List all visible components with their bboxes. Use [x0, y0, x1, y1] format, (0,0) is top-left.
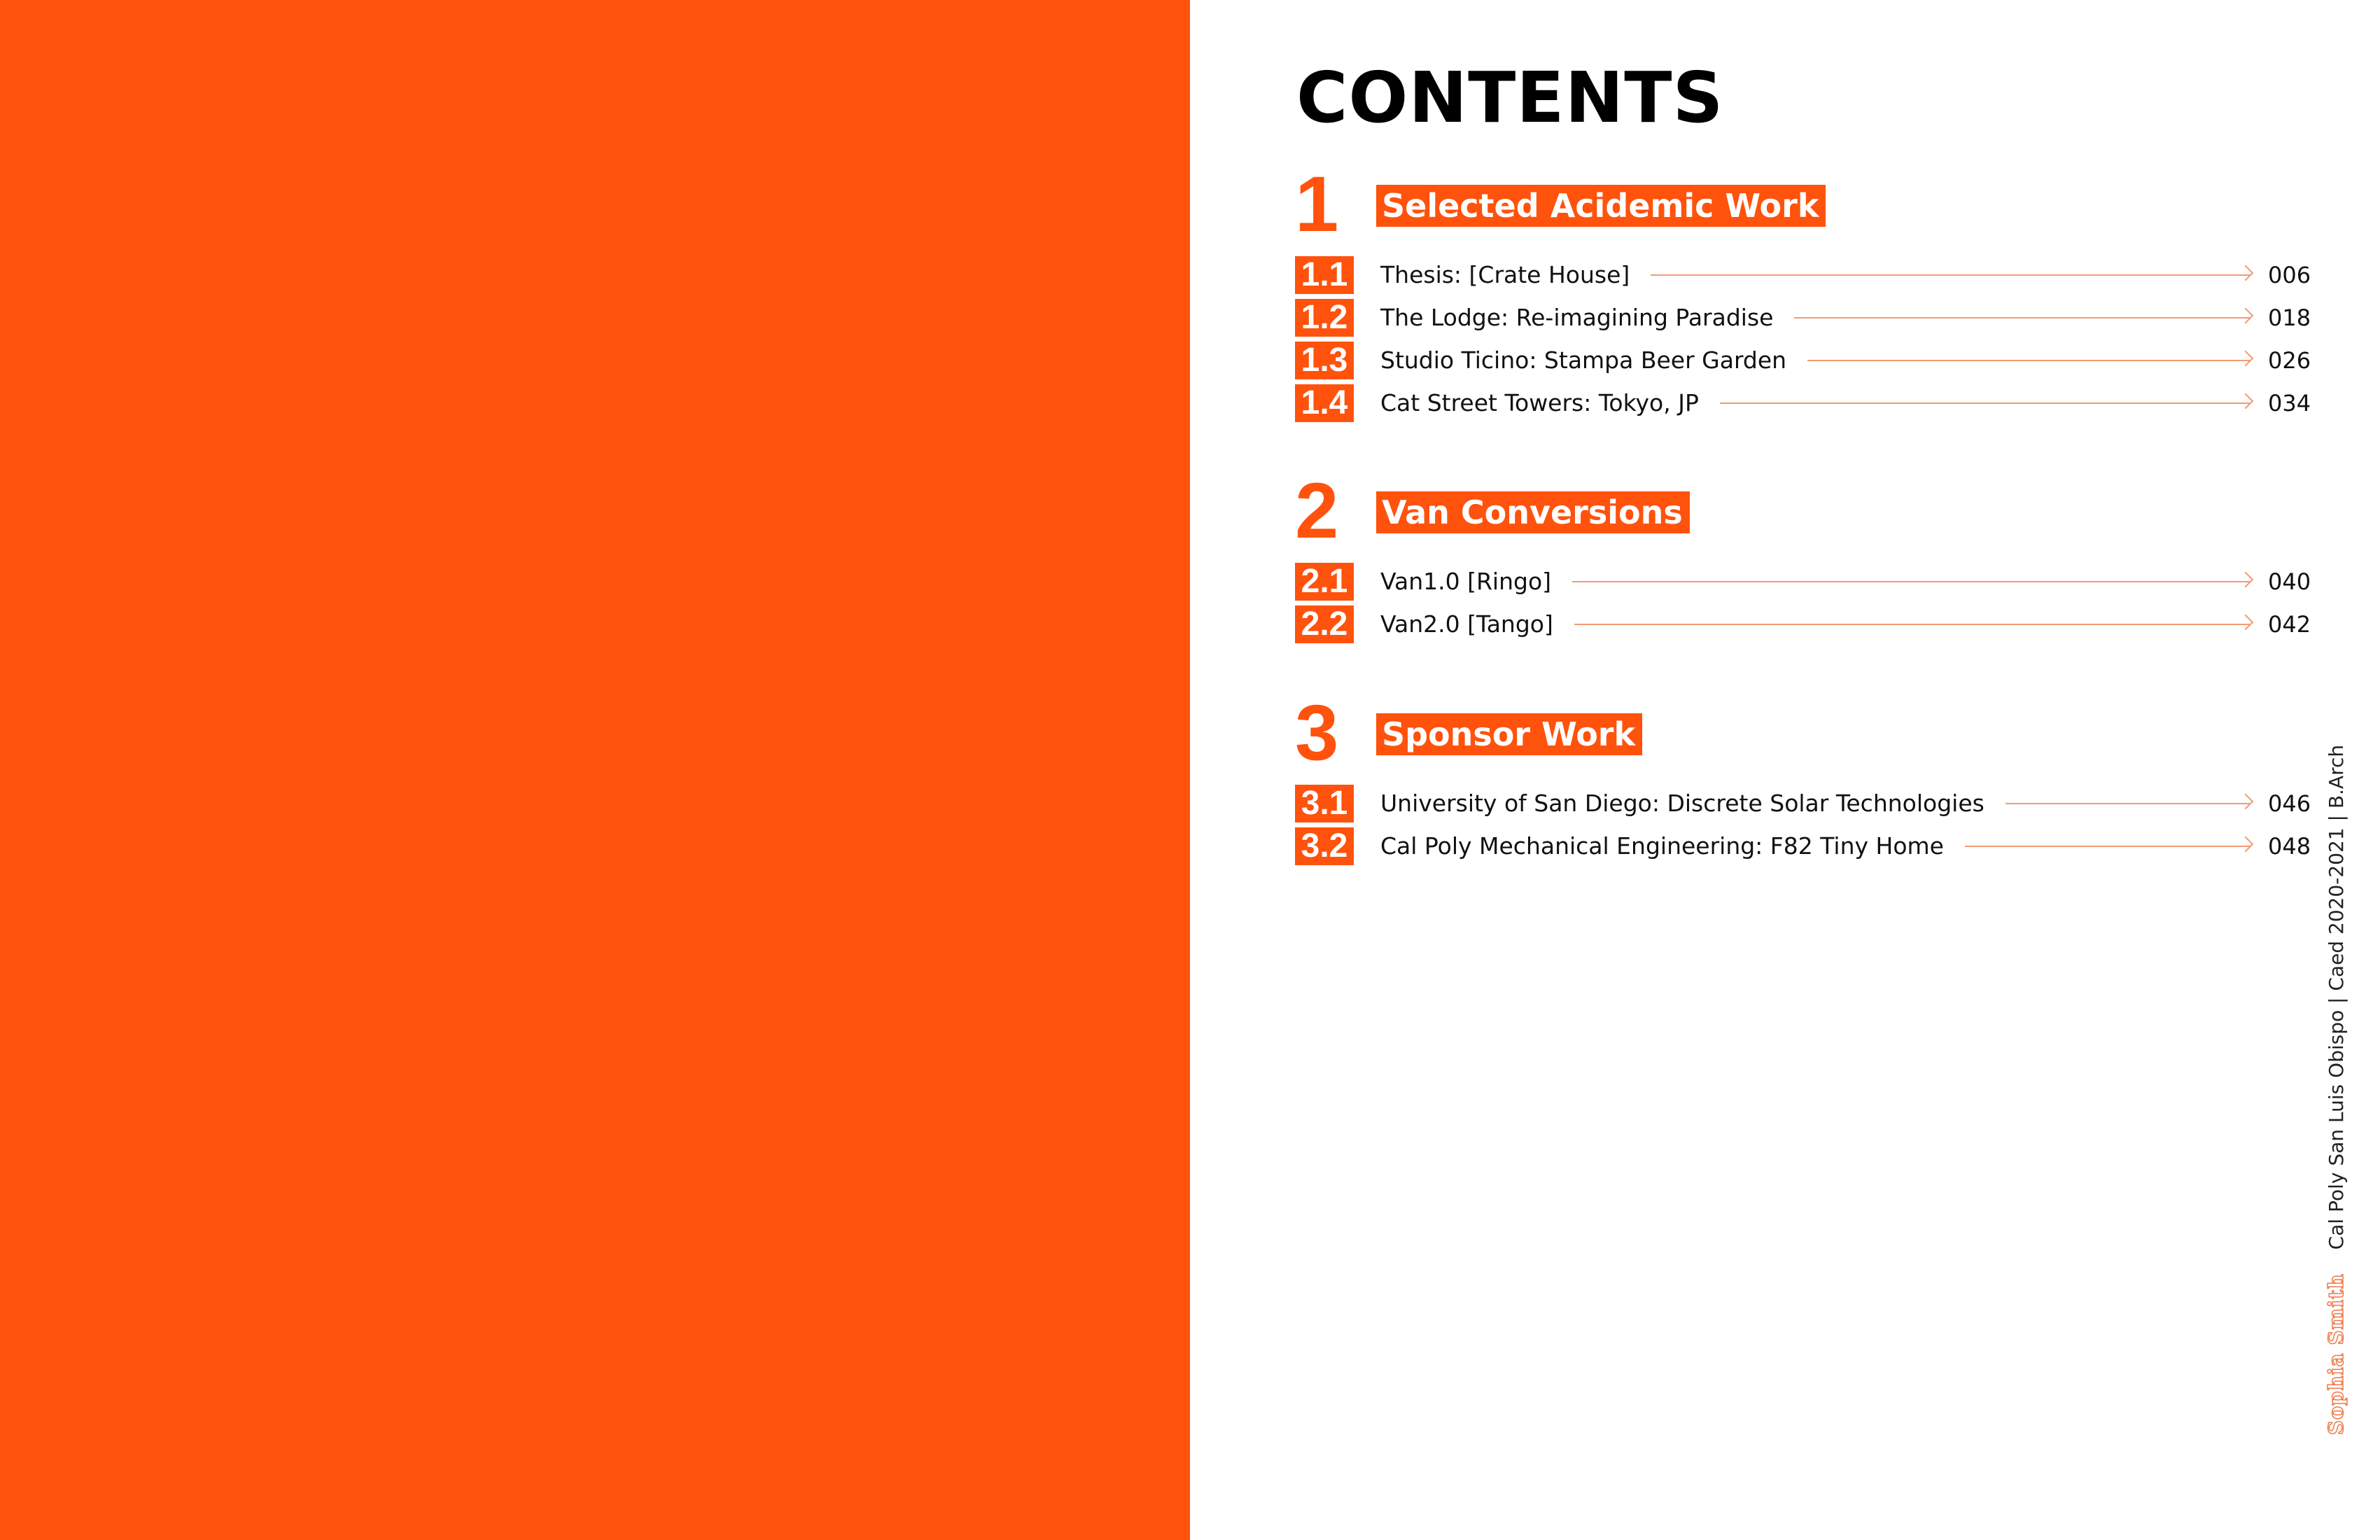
section-title: Sponsor Work [1376, 713, 1642, 755]
entry-label: Studio Ticino: Stampa Beer Garden [1380, 342, 1807, 379]
side-label-text [2314, 745, 2358, 1435]
toc-entry[interactable] [1295, 342, 2310, 379]
arrow-icon [2238, 351, 2254, 367]
toc-entry[interactable] [1295, 563, 2310, 601]
entry-number: 3.1 [1295, 785, 1354, 822]
toc-entry[interactable] [1295, 827, 2310, 865]
entry-page: 018 [2268, 304, 2311, 331]
entry-number: 2.1 [1295, 563, 1354, 601]
section-number: 1 [1295, 160, 1339, 248]
arrow-icon [2238, 836, 2254, 853]
toc-entry[interactable] [1295, 384, 2310, 422]
entry-label: Cat Street Towers: Tokyo, JP [1380, 384, 1720, 422]
author-signature: Sophia Smith [2324, 1273, 2348, 1435]
entry-page: 046 [2268, 790, 2311, 817]
entry-label: The Lodge: Re-imagining Paradise [1380, 299, 1794, 337]
entry-label: Van2.0 [Tango] [1380, 606, 1574, 643]
arrow-icon [2238, 615, 2254, 631]
entry-label: Van1.0 [Ringo] [1380, 563, 1572, 601]
section-1 [1295, 160, 2311, 445]
arrow-icon [2238, 794, 2254, 810]
entry-number: 1.3 [1295, 342, 1354, 379]
toc-entry[interactable] [1295, 256, 2310, 294]
entry-number: 1.1 [1295, 256, 1354, 294]
arrow-icon [2238, 393, 2254, 410]
toc-entry[interactable] [1295, 299, 2310, 337]
entry-label: Thesis: [Crate House] [1380, 256, 1651, 294]
arrow-icon [2238, 572, 2254, 588]
page-title: CONTENTS [1296, 57, 1724, 139]
entry-number: 1.2 [1295, 299, 1354, 337]
entry-page: 026 [2268, 347, 2311, 374]
section-number: 2 [1295, 467, 1339, 554]
entry-page: 040 [2268, 568, 2311, 595]
section-title: Selected Acidemic Work [1376, 185, 1826, 227]
arrow-icon [2238, 308, 2254, 324]
arrow-icon [2238, 265, 2254, 281]
toc-entry[interactable] [1295, 606, 2310, 643]
credits-line: Cal Poly San Luis Obispo | Caed 2020-2021 | B.Arch [2325, 744, 2348, 1250]
section-2 [1295, 467, 2311, 668]
entry-label: Cal Poly Mechanical Engineering: F82 Tiny Home [1380, 827, 1965, 865]
entry-label: University of San Diego: Discrete Solar Technologies [1380, 785, 2005, 822]
entry-number: 3.2 [1295, 827, 1354, 865]
section-title: Van Conversions [1376, 491, 1690, 533]
entry-number: 1.4 [1295, 384, 1354, 422]
entry-page: 048 [2268, 833, 2311, 860]
toc-entry[interactable] [1295, 785, 2310, 822]
section-3 [1295, 689, 2311, 890]
entry-number: 2.2 [1295, 606, 1354, 643]
entry-page: 006 [2268, 262, 2311, 288]
entry-page: 042 [2268, 611, 2311, 638]
entry-page: 034 [2268, 390, 2311, 416]
section-number: 3 [1295, 689, 1339, 776]
